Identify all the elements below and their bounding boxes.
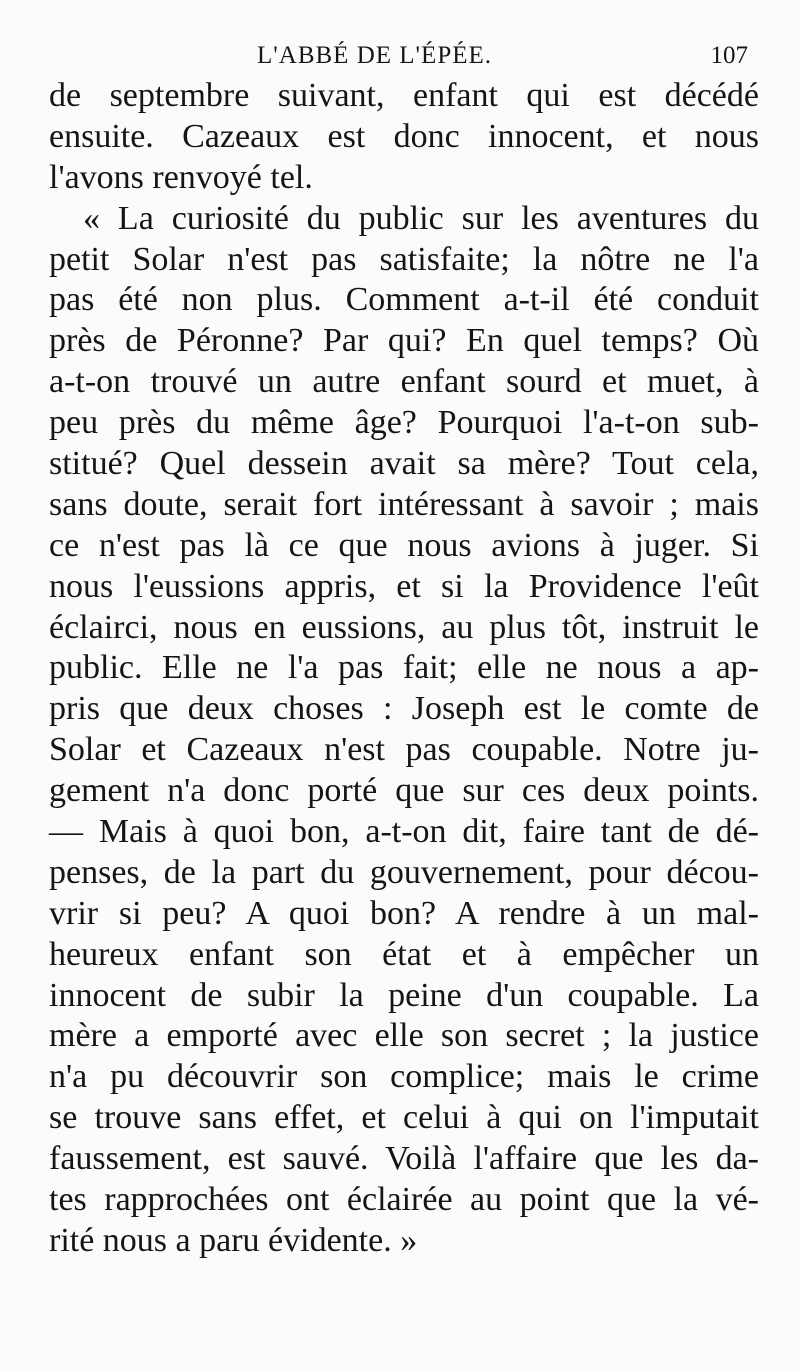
text-line: peu près du même âge? Pourquoi l'a-t-on sub- bbox=[49, 404, 759, 442]
text-line: ensuite. Cazeaux est donc innocent, et nous bbox=[49, 117, 759, 155]
text-line: Solar et Cazeaux n'est pas coupable. Notre ju- bbox=[49, 731, 759, 769]
text-line: stitué? Quel dessein avait sa mère? Tout cela, bbox=[49, 445, 759, 483]
text-line: n'a pu découvrir son complice; mais le crime bbox=[49, 1058, 759, 1096]
text-line: pris que deux choses : Joseph est le comte de bbox=[49, 690, 759, 728]
text-line: ce n'est pas là ce que nous avions à juger. Si bbox=[49, 526, 759, 564]
paragraph-first-line: « La curiosité du public sur les aventures du bbox=[83, 199, 759, 237]
text-line: innocent de subir la peine d'un coupable. La bbox=[49, 976, 759, 1014]
text-line: sans doute, serait fort intéressant à savoir ; mais bbox=[49, 485, 759, 523]
text-line: éclairci, nous en eussions, au plus tôt, instruit le bbox=[49, 608, 759, 646]
text-line: l'avons renvoyé tel. bbox=[49, 158, 313, 196]
text-line: penses, de la part du gouvernement, pour décou- bbox=[49, 853, 759, 891]
text-line: pas été non plus. Comment a-t-il été conduit bbox=[49, 281, 759, 319]
text-line: — Mais à quoi bon, a-t-on dit, faire tant de dé- bbox=[49, 813, 759, 851]
text-line: mère a emporté avec elle son secret ; la justice bbox=[49, 1017, 759, 1055]
text-line: faussement, est sauvé. Voilà l'affaire que les da- bbox=[49, 1140, 759, 1178]
text-line: rité nous a paru évidente. » bbox=[49, 1221, 418, 1259]
text-line: se trouve sans effet, et celui à qui on l'imputait bbox=[49, 1099, 759, 1137]
body-text bbox=[49, 76, 759, 1262]
running-title: L'ABBÉ DE L'ÉPÉE. bbox=[257, 42, 493, 69]
running-head bbox=[0, 38, 800, 78]
text-line: petit Solar n'est pas satisfaite; la nôtre ne l'a bbox=[49, 240, 759, 278]
text-line: nous l'eussions appris, et si la Providence l'eût bbox=[49, 567, 759, 605]
text-line: vrir si peu? A quoi bon? A rendre à un mal- bbox=[49, 894, 759, 932]
page-number: 107 bbox=[710, 42, 748, 69]
text-line: heureux enfant son état et à empêcher un bbox=[49, 935, 759, 973]
text-line: près de Péronne? Par qui? En quel temps? Où bbox=[49, 322, 759, 360]
text-line: de septembre suivant, enfant qui est décédé bbox=[49, 77, 759, 114]
text-line: gement n'a donc porté que sur ces deux points. bbox=[49, 772, 759, 810]
text-line: tes rapprochées ont éclairée au point que la vé- bbox=[49, 1181, 759, 1219]
text-line: a-t-on trouvé un autre enfant sourd et muet, à bbox=[49, 363, 759, 401]
text-line: public. Elle ne l'a pas fait; elle ne nous a ap- bbox=[49, 649, 759, 687]
